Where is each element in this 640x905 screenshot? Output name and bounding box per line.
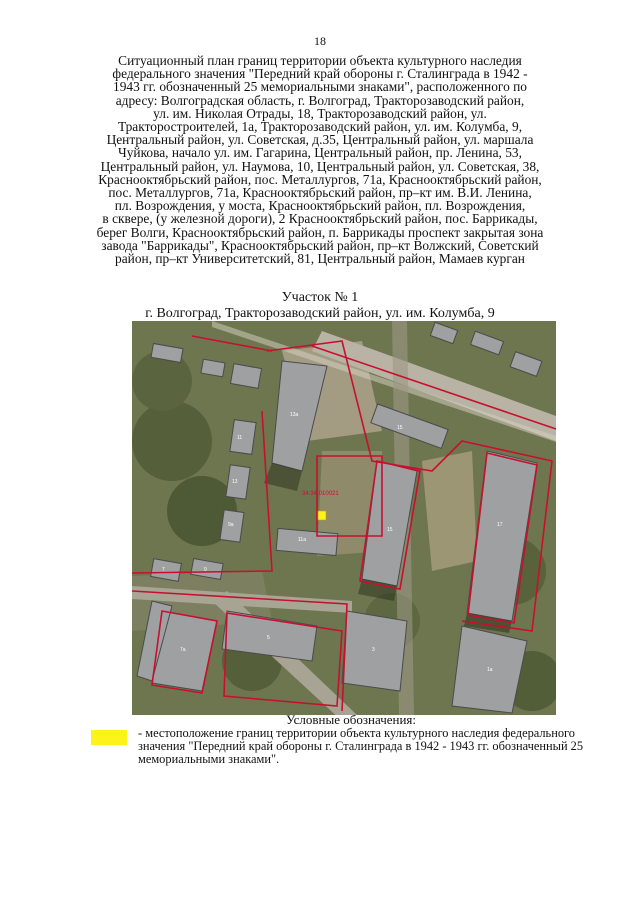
title-line: адресу: Волгоградская область, г. Волгоград, Тракторозаводский район,: [115, 92, 525, 108]
map-building-number: 11a: [298, 537, 306, 543]
legend-title: Условные обозначения:: [286, 712, 417, 727]
heritage-site-marker: [318, 511, 326, 520]
map-building-number: 5: [267, 635, 270, 641]
legend-swatch: [91, 730, 127, 745]
page-number: 18: [314, 34, 326, 48]
title-line: завода "Баррикады", Краснооктябрьский район, пр–кт Волжский, Советский: [101, 237, 539, 253]
map-building-number: 9a: [228, 522, 234, 528]
map-building-number: 13: [232, 479, 238, 485]
map-building-number: 9: [204, 567, 207, 573]
title-line: федерального значения "Передний край обороны г. Сталинграда в 1942 -: [112, 66, 528, 82]
title-line: Ситуационный план границ территории объекта культурного наследия: [118, 53, 522, 68]
title-line: Центральный район, ул. Наумова, 10, Центральный район, ул. Советская, 38,: [100, 158, 540, 174]
map-cadastral-label: 34:34:010021: [302, 491, 339, 497]
title-line: пл. Возрождения, у моста, Краснооктябрьский район, пл. Возрождения,: [114, 198, 526, 214]
title-line: Краснооктябрьский район, пос. Металлургов, 71а, Краснооктябрьский район,: [98, 171, 542, 187]
title-line: пос. Металлургов, 71а, Краснооктябрьский район, пр–кт им. В.И. Ленина,: [108, 185, 532, 201]
map-building-number: 15: [397, 425, 403, 431]
title-line: ул. им. Николая Отрады, 18, Тракторозаводский район, ул.: [153, 105, 487, 121]
legend-line: значения "Передний край обороны г. Сталинграда в 1942 - 1943 гг. обозначенный 25: [138, 739, 584, 753]
map-building-number: 13a: [290, 412, 299, 418]
legend-line: мемориальными знаками".: [138, 752, 280, 766]
map-building-number: 15: [387, 527, 393, 533]
title-line: берег Волги, Краснооктябрьский район, п. Баррикады проспект закрытая зона: [96, 224, 544, 240]
section-address: г. Волгоград, Тракторозаводский район, ул. им. Колумба, 9: [145, 306, 495, 321]
map-building-number: 11: [237, 435, 243, 441]
title-line: район, пр–кт Университетский, 81, Центральный район, Мамаев курган: [115, 251, 525, 267]
satellite-map: [132, 321, 556, 715]
document-title: [84, 54, 556, 265]
title-line: 1943 гг. обозначенный 25 мемориальными знаками", расположенного по: [113, 79, 527, 95]
title-line: Чуйкова, начало ул. им. Гагарина, Центральный район, пр. Ленина, 53,: [118, 145, 522, 161]
title-line: Тракторостроителей, 1а, Тракторозаводский район, ул. им. Колумба, 9,: [117, 119, 523, 135]
map-building-number: 1a: [487, 667, 493, 673]
map-building-number: 7a: [180, 647, 186, 653]
title-line: в сквере, (у железной дороги), 2 Краснооктябрьский район, пос. Баррикады,: [102, 211, 538, 227]
map-building-number: 17: [497, 522, 503, 528]
legend-description: [138, 726, 584, 766]
map-building-number: 7: [162, 567, 165, 573]
title-line: Центральный район, ул. Советская, д.35, Центральный район, ул. маршала: [106, 132, 534, 148]
section-title: Участок № 1: [281, 290, 359, 305]
legend-line: - местоположение границ территории объекта культурного наследия федерального: [138, 726, 576, 740]
map-building-number: 3: [372, 647, 375, 653]
